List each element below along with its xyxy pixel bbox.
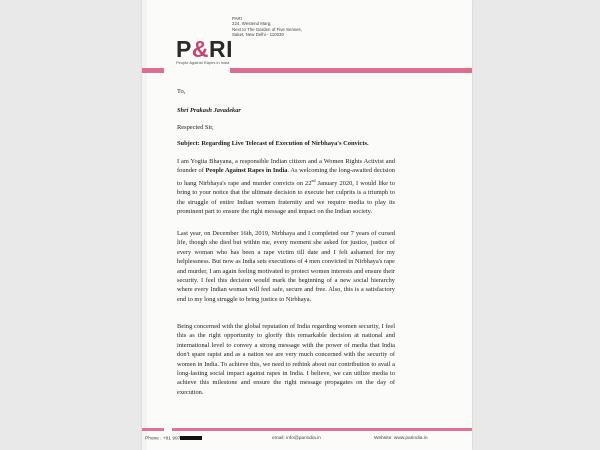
salutation: To, [177, 88, 186, 95]
paragraph-1: I am Yogita Bhayana, a responsible Indian citizen and a Women Rights Activist and founder of People Against Rapes in India. As welcoming the long-awaited decision to hang Nirbhaya's rape and murder convicts on 22nd January 2020, I would like to bring to your notice that the ultimate decision to execute her culprits is a triumph to the struggle of entire Indian women fraternity and we require media to play its prominent part to ensure the right message and impact on the Indian society. [177, 158, 395, 216]
address-line: 224, Westend Marg, [232, 21, 272, 27]
footer-email: email: info@parindia.in [272, 436, 321, 441]
header-accent-bar-left [142, 68, 164, 73]
organization-name: People Against Rapes in India [205, 167, 288, 175]
letter-subject: Subject: Regarding Live Telecast of Execution of Nirbhaya's Convicts. [177, 140, 369, 147]
paragraph-2: Last year, on December 16th, 2019, Nirbhaya and I completed our 7 years of cursed life, though she died but within me, every moment she asked for justice, justice of every woman who has been a rape victim till date and I felt ashamed for my helplessness. But now as India sets executions of 4 men convicted in Nirbhaya's rape and murder, I am again feeling motivated to protect women interests and ensure their security. I feel this decision would mark the beginning of a new social hierarchy where every Indian woman will feel safe, secure and free. Also, this is a satisfactory end to my long struggle to bring justice to Nirbhaya. [177, 230, 395, 303]
letterhead-address [232, 16, 352, 38]
pari-logo: P&RI [176, 36, 233, 62]
address-line: PARI [232, 16, 242, 21]
greeting: Respected Sir, [177, 124, 214, 131]
letter-page [142, 0, 472, 450]
footer-phone: Phone : +91 997 [145, 436, 202, 441]
footer-accent-bar-right [172, 428, 472, 431]
paragraph-3: Being concerned with the global reputation of India regarding women security, I feel this as the right opportunity to glorify this remarkable decision at national and international level to convey a strong message with the power of media that India don't spare rapist and as a nation we are very much concerned with the security of women in India. To achieve this, we need to rethink about our contribution to avail a long-lasting social impact against rapes in India. I believe, we can utilize media to achieve this milestone and ensure the right message propagates on the day of execution. [177, 323, 395, 396]
address-line: Saket, New Delhi - 110030 [232, 32, 284, 38]
logo-tagline: People Against Rapes in India [176, 60, 230, 65]
footer-accent-bar-left [142, 428, 164, 431]
redaction-mark [180, 436, 202, 440]
header-accent-bar-right [230, 68, 472, 73]
recipient-name: Shri Prakash Javadekar [177, 107, 241, 114]
footer-website: Website: www.parindia.in [374, 436, 428, 441]
address-line: Next to The Garden of Five Senses, [232, 26, 302, 32]
